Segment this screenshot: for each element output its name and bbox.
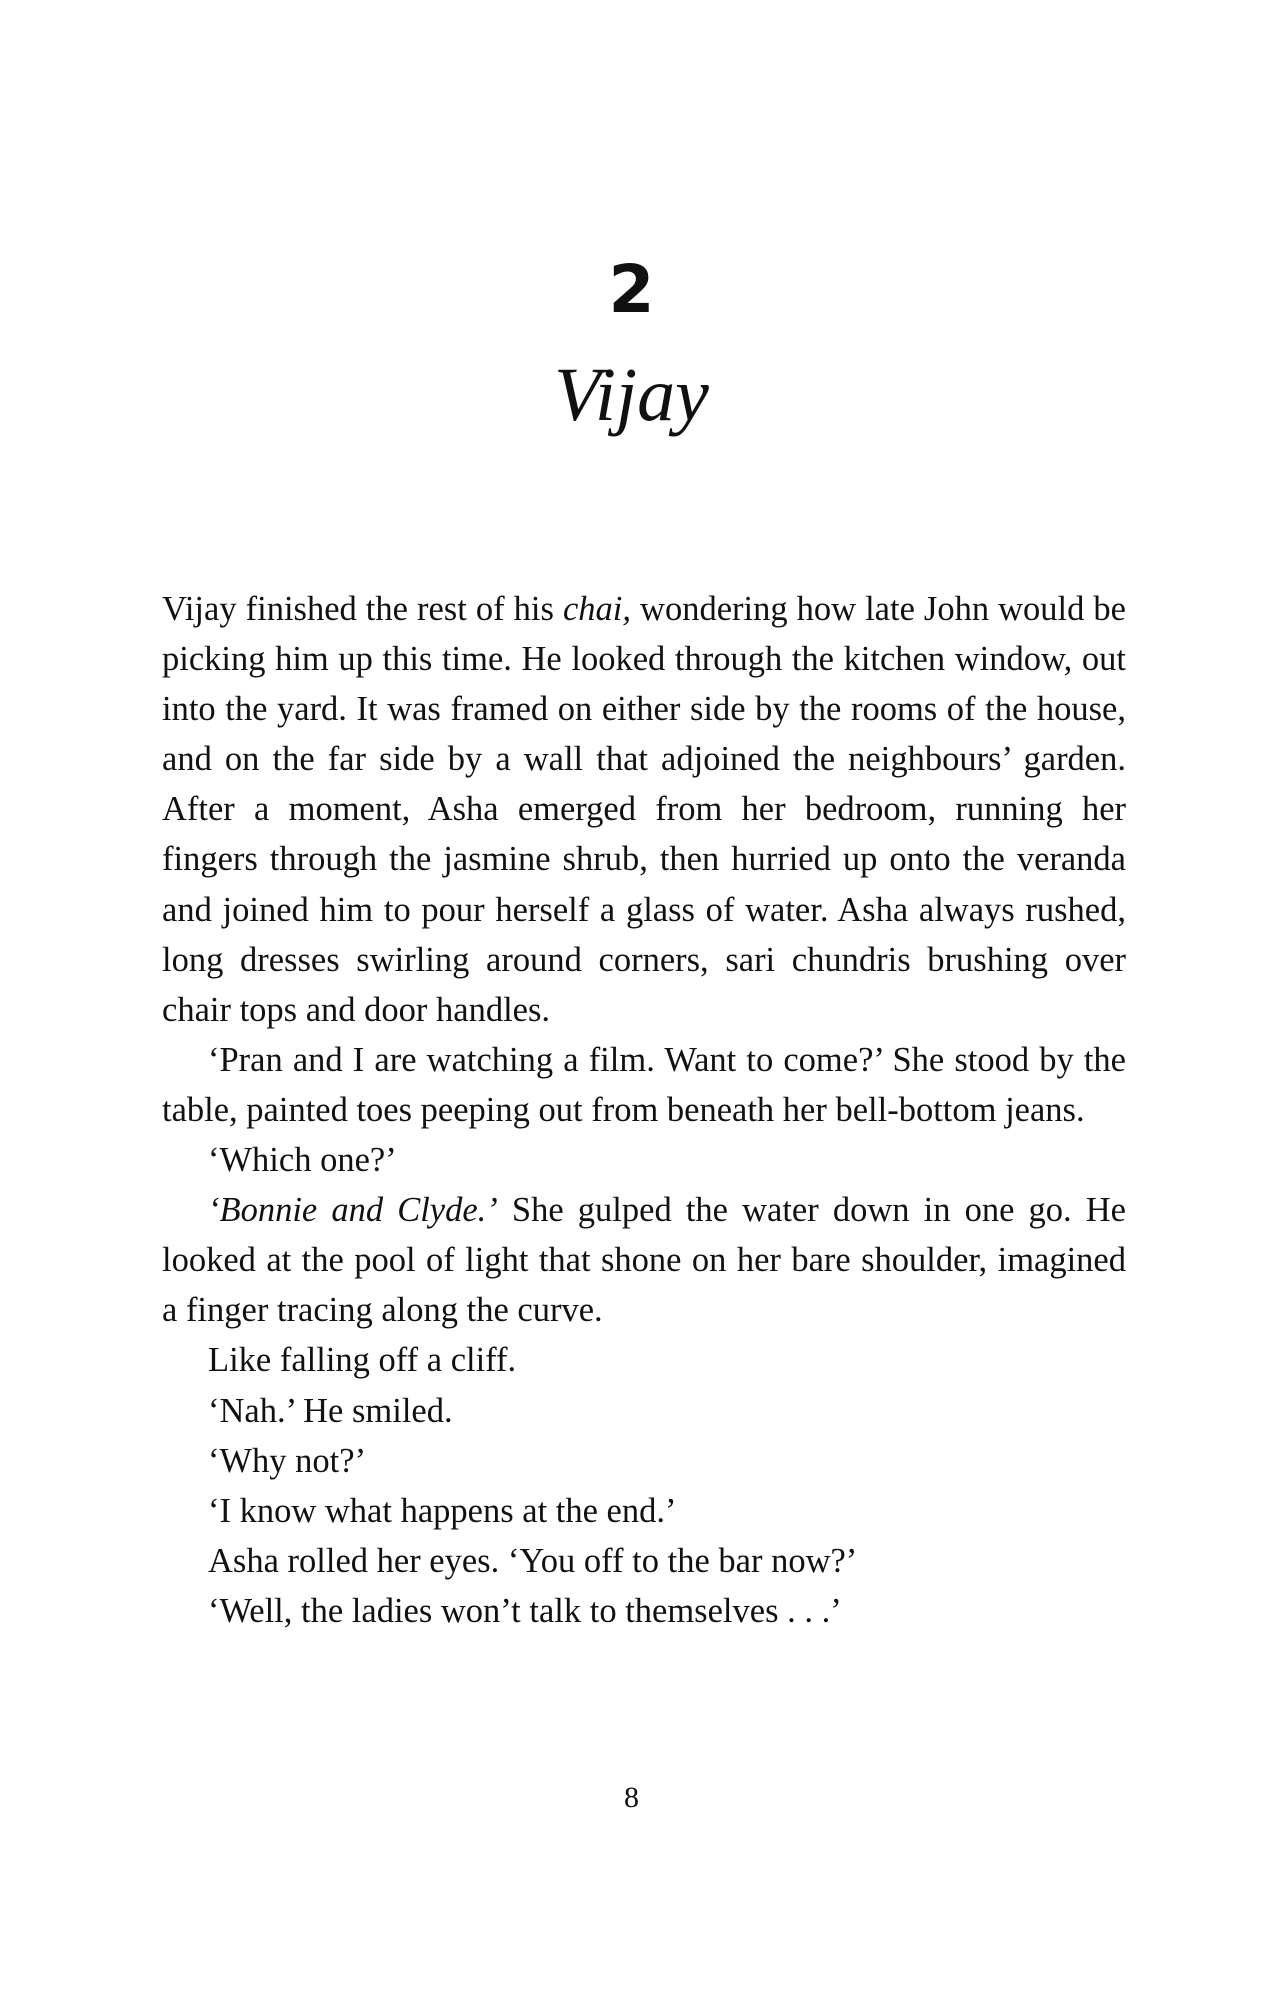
paragraph bbox=[162, 584, 1126, 1035]
paragraph bbox=[162, 1486, 1126, 1536]
italic-text-segment: chai, bbox=[562, 590, 631, 628]
text-segment: Asha rolled her eyes. ‘You off to the bar now?’ bbox=[208, 1541, 858, 1580]
paragraph bbox=[162, 1436, 1126, 1486]
paragraph bbox=[162, 1586, 1126, 1636]
text-segment: She gulped the water down in one go. He looked at the pool of light that shone on her bare shoulder, imagined a finger tracing along the curve. bbox=[162, 1191, 1126, 1330]
text-segment: Vijay finished the rest of his bbox=[162, 590, 563, 628]
paragraph bbox=[162, 1035, 1126, 1135]
page-number: 8 bbox=[624, 1781, 639, 1814]
paragraph bbox=[162, 1536, 1126, 1586]
chapter-title: Vijay bbox=[554, 353, 709, 437]
text-segment: ‘Well, the ladies won’t talk to themselves . . .’ bbox=[208, 1591, 842, 1630]
chapter-body bbox=[162, 584, 1126, 1636]
paragraph bbox=[162, 1386, 1126, 1436]
text-segment: ‘Nah.’ He smiled. bbox=[208, 1391, 453, 1430]
text-segment: Like falling off a cliff. bbox=[208, 1341, 517, 1380]
text-segment: ‘I know what happens at the end.’ bbox=[208, 1491, 677, 1530]
paragraph bbox=[162, 1185, 1126, 1335]
paragraph bbox=[162, 1335, 1126, 1385]
text-segment: ‘Pran and I are watching a film. Want to come?’ She stood by the table, painted toes peeping out from beneath her bell-bottom jeans. bbox=[162, 1040, 1126, 1129]
italic-text-segment: ‘Bonnie and Clyde.’ bbox=[208, 1191, 498, 1230]
text-segment: ‘Which one?’ bbox=[208, 1141, 397, 1180]
text-segment: wondering how late John would be picking him up this time. He looked through the kitchen window, out into the yard. It was framed on either side by the rooms of the house, and on the far side by a wall that adjoined the neighbours’ garden. After a moment, Asha emerged from her bedroom, running her fingers through the jasmine shrub, then hurried up onto the veranda and joined him to pour herself a glass of water. Asha always rushed, long dresses swirling around corners, sari chundris brushing over chair tops and door handles. bbox=[162, 590, 1126, 1029]
chapter-number: 2 bbox=[608, 251, 655, 328]
paragraph bbox=[162, 1135, 1126, 1185]
text-segment: ‘Why not?’ bbox=[208, 1441, 367, 1480]
